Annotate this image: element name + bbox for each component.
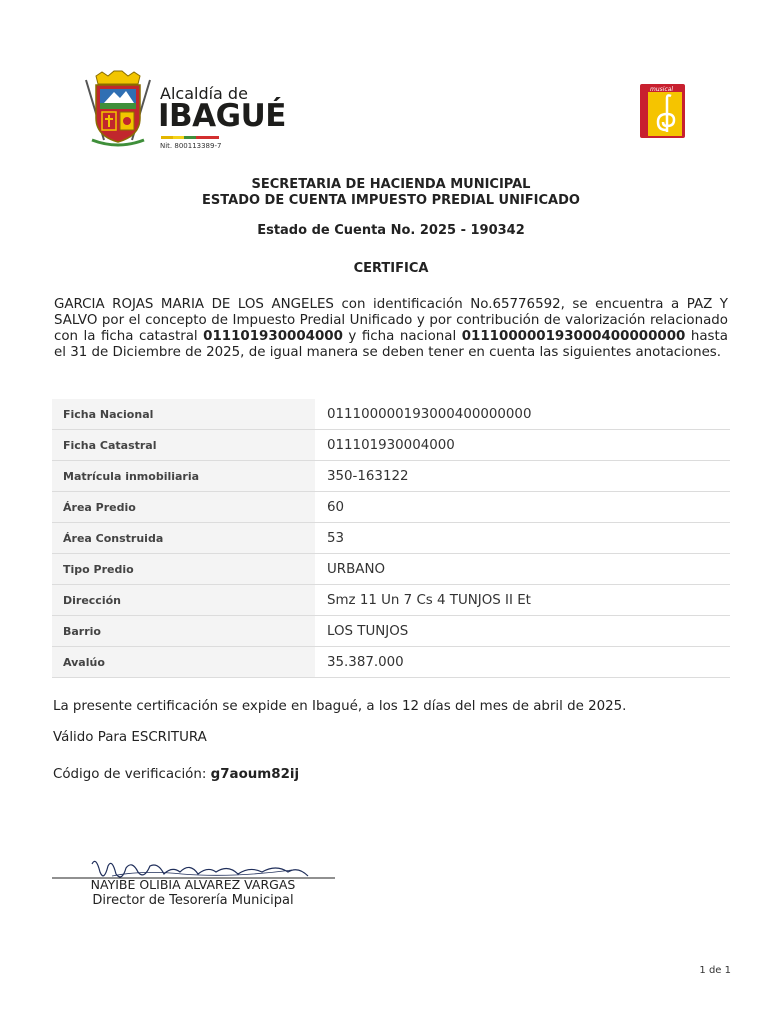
page-number: 1 de 1 <box>699 965 731 976</box>
row-label: Matrícula inmobiliaria <box>52 461 315 492</box>
certifica-heading: CERTIFICA <box>353 261 429 276</box>
row-label: Tipo Predio <box>52 554 315 585</box>
table-row <box>52 492 730 523</box>
signer-role: Director de Tesorería Municipal <box>92 893 294 908</box>
logo-nit: Nit. 800113389-7 <box>160 142 222 150</box>
coat-of-arms-icon <box>82 70 154 150</box>
table-row <box>52 399 730 430</box>
row-label: Avalúo <box>52 647 315 678</box>
row-label: Ficha Nacional <box>52 399 315 430</box>
row-label: Dirección <box>52 585 315 616</box>
logo-color-bar <box>161 136 219 139</box>
logo-line1: Alcaldía de <box>160 84 248 103</box>
table-row <box>52 647 730 678</box>
property-table <box>52 399 730 678</box>
row-label: Área Predio <box>52 492 315 523</box>
row-value: 35.387.000 <box>315 647 730 678</box>
validity-note: Válido Para ESCRITURA <box>53 730 207 745</box>
table-row <box>52 461 730 492</box>
row-value: URBANO <box>315 554 730 585</box>
row-value: 350-163122 <box>315 461 730 492</box>
document-heading <box>54 177 728 209</box>
heading-line1: SECRETARIA DE HACIENDA MUNICIPAL <box>251 177 531 192</box>
row-value: 53 <box>315 523 730 554</box>
signer-name: NAYIBE OLIBIA ALVAREZ VARGAS <box>90 877 296 892</box>
table-row <box>52 430 730 461</box>
verification-value: g7aoum82ij <box>210 767 300 782</box>
paragraph-part1: GARCIA ROJAS MARIA DE LOS ANGELES con identificación No.65776592, se encuentra a PAZ Y SALVO por el concepto de Impuesto Predial Unificado y por contribución de valorización relacionado con la ficha catastral <box>54 297 728 344</box>
paragraph-ficha-nacional: 011100000193000400000000 <box>461 329 686 344</box>
alcaldia-logo <box>82 70 304 152</box>
row-value: 011100000193000400000000 <box>315 399 730 430</box>
row-label: Ficha Catastral <box>52 430 315 461</box>
row-value: 011101930004000 <box>315 430 730 461</box>
table-row <box>52 585 730 616</box>
table-row <box>52 616 730 647</box>
row-value: Smz 11 Un 7 Cs 4 TUNJOS II Et <box>315 585 730 616</box>
row-value: LOS TUNJOS <box>315 616 730 647</box>
certification-paragraph <box>54 297 728 361</box>
table-row <box>52 523 730 554</box>
statement-number: Estado de Cuenta No. 2025 - 190342 <box>257 223 525 238</box>
row-label: Área Construida <box>52 523 315 554</box>
paragraph-part3: hasta el 31 de Diciembre de 2025, de igual manera se deben tener en cuenta las siguientes anotaciones. <box>54 329 728 360</box>
table-row <box>52 554 730 585</box>
row-value: 60 <box>315 492 730 523</box>
issue-statement: La presente certificación se expide en Ibagué, a los 12 días del mes de abril de 2025. <box>53 699 627 714</box>
paragraph-ficha-catastral: 011101930004000 <box>203 329 343 344</box>
paragraph-part2: y ficha nacional <box>342 329 462 344</box>
musical-city-logo <box>640 84 685 138</box>
row-label: Barrio <box>52 616 315 647</box>
verification-code <box>53 767 299 782</box>
heading-line2: ESTADO DE CUENTA IMPUESTO PREDIAL UNIFICADO <box>202 193 580 208</box>
musical-label: musical <box>650 86 674 93</box>
verification-label: Código de verificación: <box>53 767 211 782</box>
logo-city-name: IBAGUÉ <box>158 98 286 134</box>
